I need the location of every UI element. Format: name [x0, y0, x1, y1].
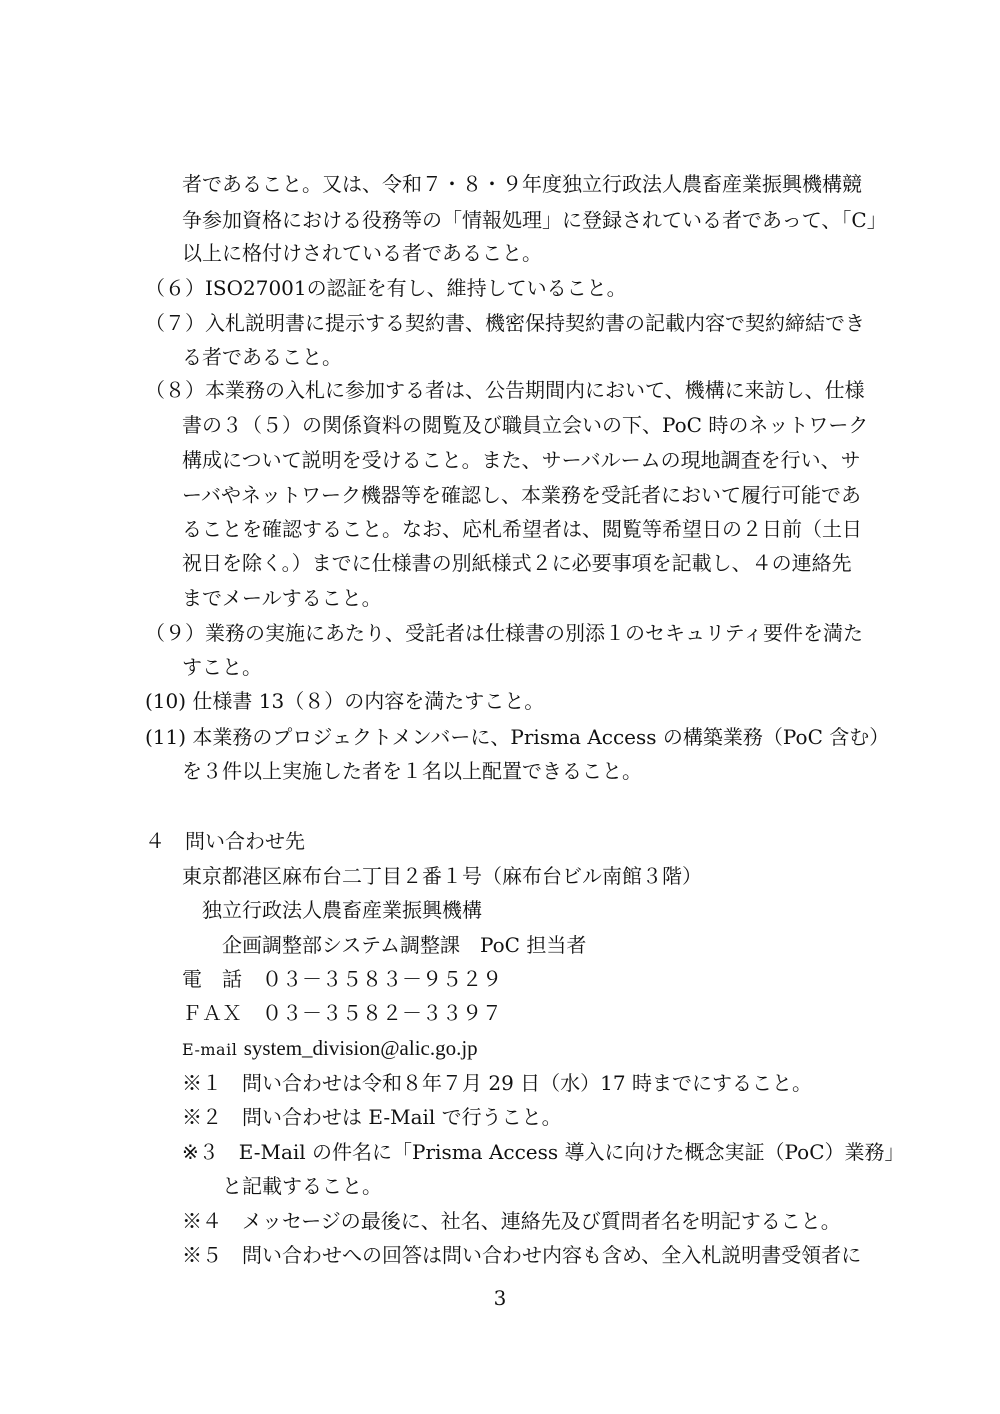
email-link[interactable]: system_division@alic.go.jp — [243, 1036, 478, 1060]
item-11-line-1: (11) 本業務のプロジェクトメンバーに、Prisma Access の構築業務（PoC 含む） — [145, 725, 890, 749]
item-7-line-1: （７）入札説明書に提示する契約書、機密保持契約書の記載内容で契約締結でき — [145, 311, 865, 335]
note-4: ※４ メッセージの最後に、社名、連絡先及び質問者名を明記すること。 — [182, 1209, 841, 1233]
item-8-line-2: 書の３（５）の関係資料の閲覧及び職員立会いの下、PoC 時のネットワーク — [182, 413, 869, 437]
item-6-line-1: （６）ISO27001の認証を有し、維持していること。 — [145, 276, 627, 300]
contact-fax: ＦＡＸ ０３－３５８２－３３９７ — [182, 1001, 502, 1025]
item-8-line-1: （８）本業務の入札に参加する者は、公告期間内において、機構に来訪し、仕様 — [145, 378, 865, 402]
note-3-line-1: ※３ E-Mail の件名に「Prisma Access 導入に向けた概念実証（PoC）業務」 — [182, 1140, 905, 1164]
item-10-line-1: (10) 仕様書 13（８）の内容を満たすこと。 — [145, 689, 545, 713]
contact-heading: ４ 問い合わせ先 — [145, 829, 305, 853]
email-label: E-mail — [182, 1040, 238, 1059]
body-line-3: 以上に格付けされている者であること。 — [182, 241, 542, 265]
item-8-line-3: 構成について説明を受けること。また、サーバルームの現地調査を行い、サ — [182, 448, 861, 472]
contact-phone: 電 話 ０３－３５８３－９５２９ — [182, 967, 502, 991]
contact-organization: 独立行政法人農畜産業振興機構 — [202, 898, 482, 922]
note-3-line-2: と記載すること。 — [222, 1174, 382, 1198]
item-9-line-2: すこと。 — [182, 655, 262, 679]
contact-department: 企画調整部システム調整課 PoC 担当者 — [222, 933, 587, 957]
item-8-line-6: 祝日を除く。）までに仕様書の別紙様式２に必要事項を記載し、４の連絡先 — [182, 551, 852, 575]
item-7-line-2: る者であること。 — [182, 345, 342, 369]
item-11-line-2: を３件以上実施した者を１名以上配置できること。 — [182, 759, 642, 783]
page-number: 3 — [493, 1286, 507, 1310]
note-5: ※５ 問い合わせへの回答は問い合わせ内容も含め、全入札説明書受領者に — [182, 1243, 862, 1267]
contact-email-row — [182, 1036, 478, 1062]
item-8-line-4: ーバやネットワーク機器等を確認し、本業務を受託者において履行可能であ — [182, 483, 861, 507]
item-8-line-5: ることを確認すること。なお、応札希望者は、閲覧等希望日の２日前（土日 — [182, 517, 862, 541]
item-8-line-7: までメールすること。 — [182, 586, 382, 610]
note-2: ※２ 問い合わせは E-Mail で行うこと。 — [182, 1105, 562, 1129]
body-line-2: 争参加資格における役務等の「情報処理」に登録されている者であって、「C」 — [182, 208, 887, 232]
item-9-line-1: （９）業務の実施にあたり、受託者は仕様書の別添１のセキュリティ要件を満た — [145, 621, 863, 645]
note-1: ※１ 問い合わせは令和８年７月 29 日（水）17 時までにすること。 — [182, 1071, 812, 1095]
contact-address: 東京都港区麻布台二丁目２番１号（麻布台ビル南館３階） — [182, 864, 702, 888]
body-line-1: 者であること。又は、令和７・８・９年度独立行政法人農畜産業振興機構競 — [182, 172, 862, 196]
